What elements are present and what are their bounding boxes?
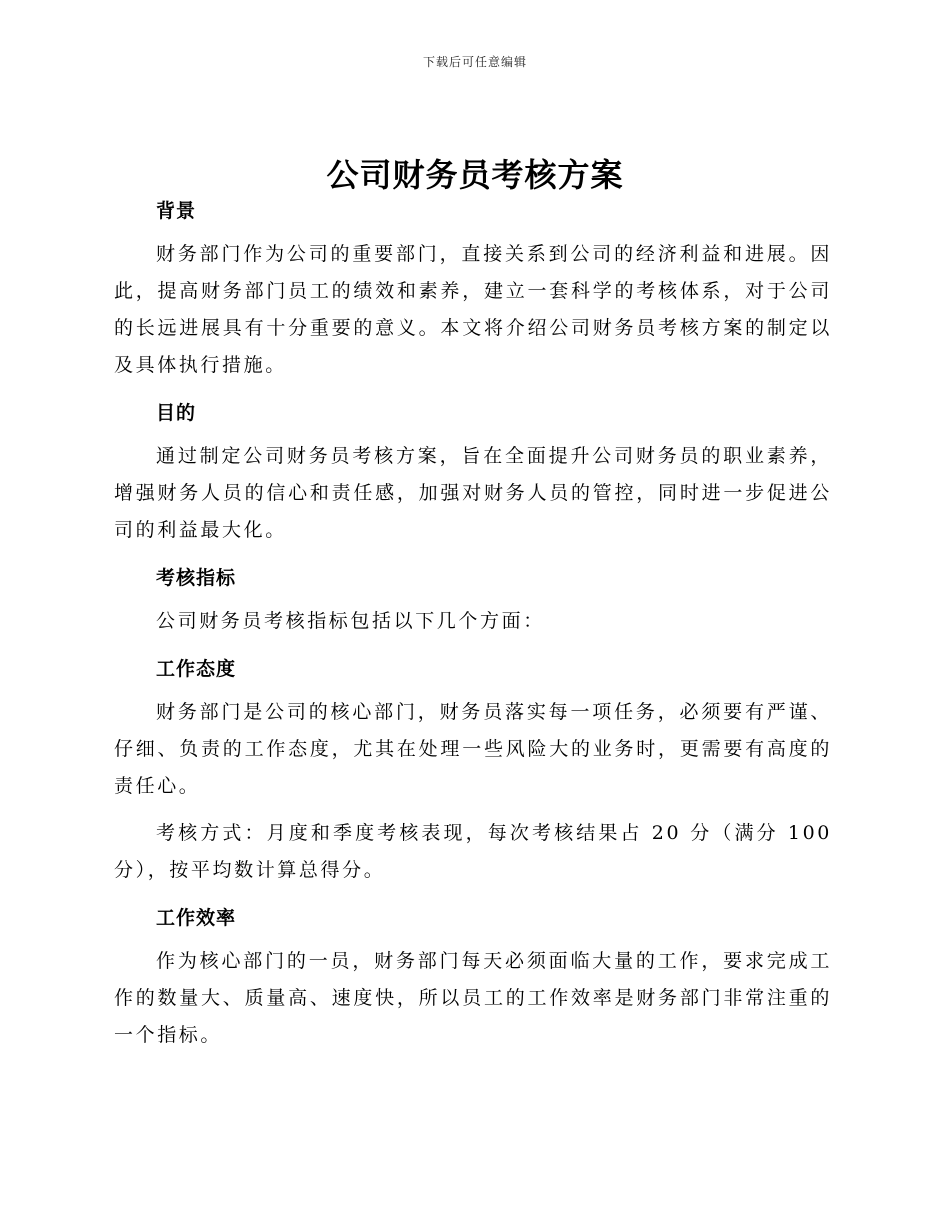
paragraph-work-efficiency: 作为核心部门的一员，财务部门每天必须面临大量的工作，要求完成工作的数量大、质量高、速度快，所以员工的工作效率是财务部门非常注重的一个指标。 (114, 950, 832, 1046)
document-body (114, 196, 832, 1054)
page-title: 公司财务员考核方案 (326, 156, 624, 194)
header-note: 下载后可任意编辑 (422, 55, 527, 69)
section-heading-work-efficiency: 工作效率 (156, 907, 237, 929)
paragraph-indicators: 公司财务员考核指标包括以下几个方面： (156, 610, 545, 632)
section-heading-indicators: 考核指标 (156, 567, 237, 589)
paragraph-purpose: 通过制定公司财务员考核方案，旨在全面提升公司财务员的职业素养，增强财务人员的信心和责任感，加强对财务人员的管控，同时进一步促进公司的利益最大化。 (114, 445, 832, 541)
section-heading-purpose: 目的 (156, 402, 197, 424)
section-heading-background: 背景 (156, 200, 197, 222)
paragraph-background: 财务部门作为公司的重要部门，直接关系到公司的经济利益和进展。因此，提高财务部门员工的绩效和素养，建立一套科学的考核体系，对于公司的长远进展具有十分重要的意义。本文将介绍公司财务员考核方案的制定以及具体执行措施。 (114, 243, 832, 376)
section-heading-work-attitude: 工作态度 (156, 658, 237, 680)
paragraph-work-attitude: 财务部门是公司的核心部门，财务员落实每一项任务，必须要有严谨、仔细、负责的工作态度，尤其在处理一些风险大的业务时，更需要有高度的责任心。 (114, 701, 832, 797)
paragraph-assessment-method: 考核方式：月度和季度考核表现，每次考核结果占 20 分（满分 100 分），按平均数计算总得分。 (114, 822, 832, 881)
